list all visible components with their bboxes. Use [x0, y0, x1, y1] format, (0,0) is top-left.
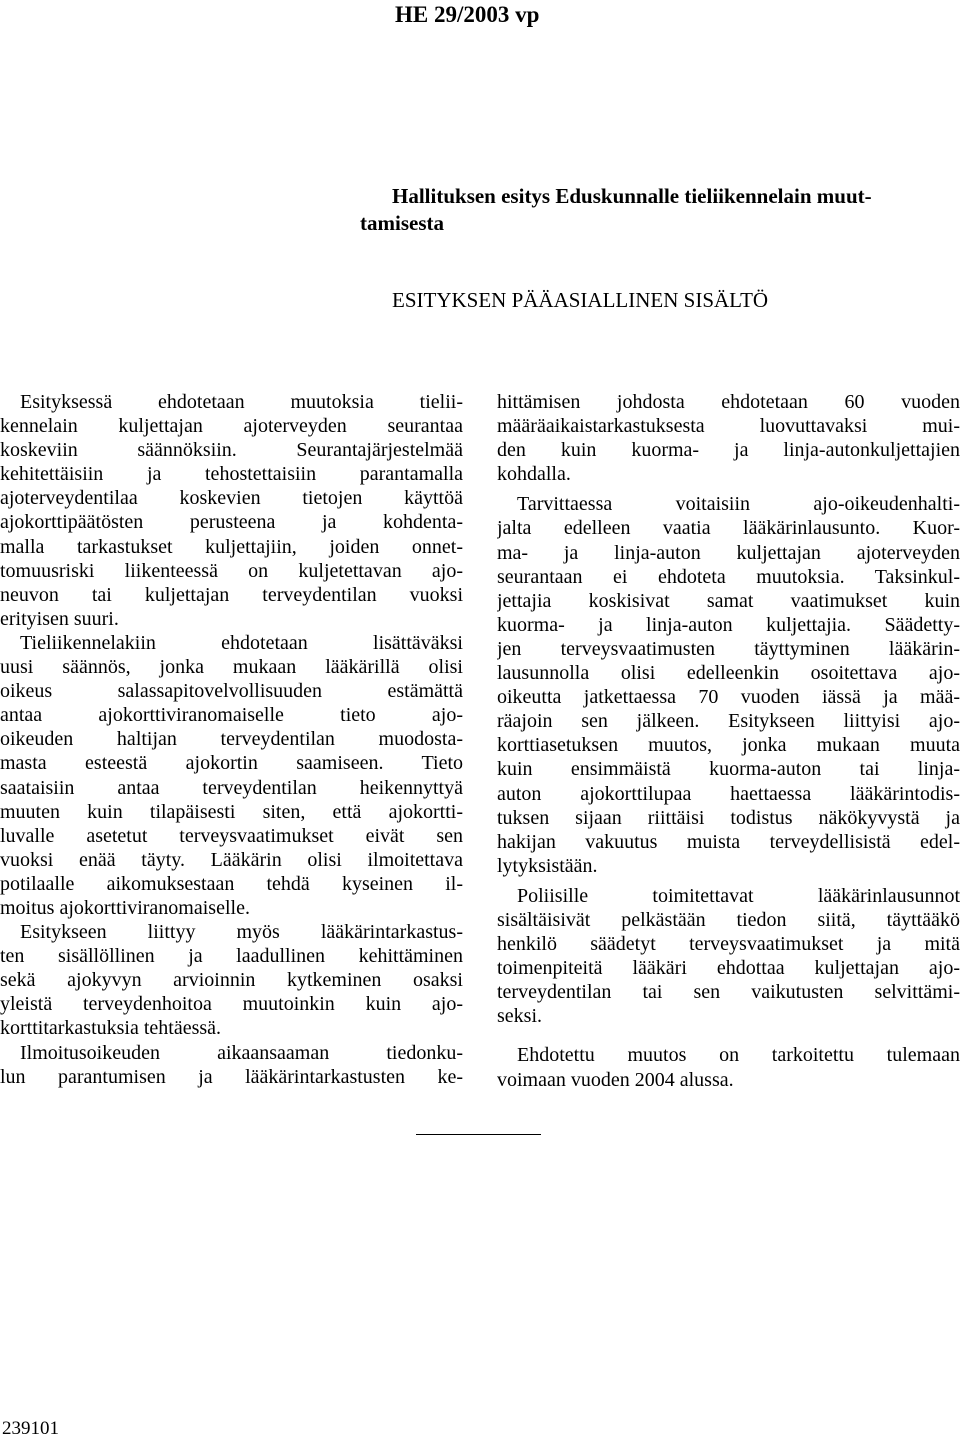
closing-rule: [416, 1134, 541, 1135]
text-line: saataisiin antaa terveydentilan heikennyttyä: [0, 776, 463, 799]
text-line: neuvon tai kuljettajan terveydentilan vuoksi: [0, 583, 463, 606]
text-line: kohdalla.: [497, 463, 571, 486]
text-line: potilaalle aikomuksestaan tehdä kyseinen il-: [0, 872, 463, 895]
text-line: Ehdotettu muutos on tarkoitettu tulemaan: [517, 1044, 960, 1067]
text-line: masta esteestä ajokortin saamiseen. Tieto: [0, 752, 463, 775]
text-line: sekä ajokyvyn arvioinnin kytkeminen osaksi: [0, 969, 463, 992]
text-line: oikeus salassapitovelvollisuuden estämättä: [0, 680, 463, 703]
title-line: Hallituksen esitys Eduskunnalle tieliikennelain muut-: [392, 184, 872, 208]
text-line: oikeuden haltijan terveydentilan muodosta-: [0, 728, 463, 751]
text-line: moitus ajokorttiviranomaiselle.: [0, 896, 250, 919]
text-line: kennelain kuljettajan ajoterveyden seurantaa: [0, 415, 463, 438]
text-line: ma- ja linja-auton kuljettajan ajoterveyden: [497, 541, 960, 564]
right-column: [497, 390, 960, 1092]
text-line: voimaan vuoden 2004 alussa.: [497, 1068, 734, 1091]
text-line: jettajia koskisivat samat vaatimukset kuin: [497, 589, 960, 612]
text-line: jen terveysvaatimusten täyttyminen lääkärin-: [497, 637, 960, 660]
text-line: kehitettäisiin ja tehostettaisiin parantamalla: [0, 463, 463, 486]
text-line: muuten kuin tilapäisesti siten, että ajokortti-: [0, 800, 463, 823]
text-line: kuin ensimmäistä kuorma-auton tai linja-: [497, 758, 960, 781]
text-line: henkilö säädetyt terveysvaatimukset ja mitä: [497, 933, 960, 956]
document-title: [360, 183, 920, 237]
text-line: ajokorttipäätösten perusteena ja kohdenta-: [0, 511, 463, 534]
text-line: erityisen suuri.: [0, 607, 119, 630]
text-line: Ilmoitusoikeuden aikaansaaman tiedonku-: [20, 1041, 463, 1064]
text-line: vuoksi enää täyty. Lääkärin olisi ilmoitettava: [0, 848, 463, 871]
text-line: oikeutta jatkettaessa 70 vuoden iässä ja mää-: [497, 686, 960, 709]
text-line: toimenpiteitä lääkäri ehdottaa kuljettajan ajo-: [497, 957, 960, 980]
text-line: yleistä terveydenhoitoa muutoinkin kuin ajo-: [0, 993, 463, 1016]
text-line: uusi säännös, jonka mukaan lääkärillä olisi: [0, 656, 463, 679]
text-line: kuorma- ja linja-auton kuljettajia. Säädetty-: [497, 613, 960, 636]
text-line: Esitykseen liittyy myös lääkärintarkastus-: [20, 921, 463, 944]
text-line: tomuusriski liikenteessä on kuljetettavan ajo-: [0, 559, 463, 582]
text-line: ajoterveydentilaa koskevien tietojen käyttöä: [0, 487, 463, 510]
text-line: Tarvittaessa voitaisiin ajo-oikeudenhalti-: [517, 493, 960, 516]
page-number: 239101: [2, 1418, 59, 1439]
text-line: räajoin sen jälkeen. Esitykseen liittyisi ajo-: [497, 710, 960, 733]
text-line: lausunnolla olisi edelleenkin osoitettava ajo-: [497, 662, 960, 685]
section-heading: ESITYKSEN PÄÄASIALLINEN SISÄLTÖ: [392, 288, 769, 312]
document-id: HE 29/2003 vp: [395, 2, 540, 27]
text-line: lun parantumisen ja lääkärintarkastusten ke-: [0, 1065, 463, 1088]
left-column: [0, 390, 463, 1089]
text-line: luvalle asetetut terveysvaatimukset eivät sen: [0, 824, 463, 847]
text-line: määräaikaistarkastuksesta luovuttavaksi mui-: [497, 415, 960, 438]
text-line: lytyksistään.: [497, 854, 598, 877]
text-line: sisältäisivät pelkästään tiedon siitä, täyttääkö: [497, 908, 960, 931]
text-line: seksi.: [497, 1005, 542, 1028]
title-line: tamisesta: [360, 211, 444, 235]
text-line: antaa ajokorttiviranomaiselle tieto ajo-: [0, 704, 463, 727]
text-line: korttitarkastuksia tehtäessä.: [0, 1017, 222, 1040]
text-line: koskeviin säännöksiin. Seurantajärjestelmää: [0, 439, 463, 462]
text-line: hakijan vakuutus muista terveydellisistä edel-: [497, 830, 960, 853]
text-line: Poliisille toimitettavat lääkärinlausunnot: [517, 884, 960, 907]
text-line: malla tarkastukset kuljettajiin, joiden onnet-: [0, 535, 463, 558]
text-line: Tieliikennelakiin ehdotetaan lisättäväksi: [20, 631, 463, 654]
text-line: tuksen sijaan riittäisi todistus näkökyvystä ja: [497, 806, 960, 829]
text-line: den kuin kuorma- ja linja-autonkuljettajien: [497, 439, 960, 462]
text-line: auton ajokorttilupaa haettaessa lääkärintodis-: [497, 782, 960, 805]
text-line: terveydentilan tai sen vaikutusten selvittämi-: [497, 981, 960, 1004]
text-line: hittämisen johdosta ehdotetaan 60 vuoden: [497, 391, 960, 413]
text-line: Esityksessä ehdotetaan muutoksia tielii-: [20, 391, 463, 413]
text-line: seurantaan ei ehdoteta muutoksia. Taksinkul-: [497, 565, 960, 588]
text-line: korttiasetuksen muutos, jonka mukaan muuta: [497, 734, 960, 757]
text-line: ten sisällöllinen ja laadullinen kehittäminen: [0, 945, 463, 968]
text-line: jalta edelleen vaatia lääkärinlausunto. Kuor-: [497, 517, 960, 540]
